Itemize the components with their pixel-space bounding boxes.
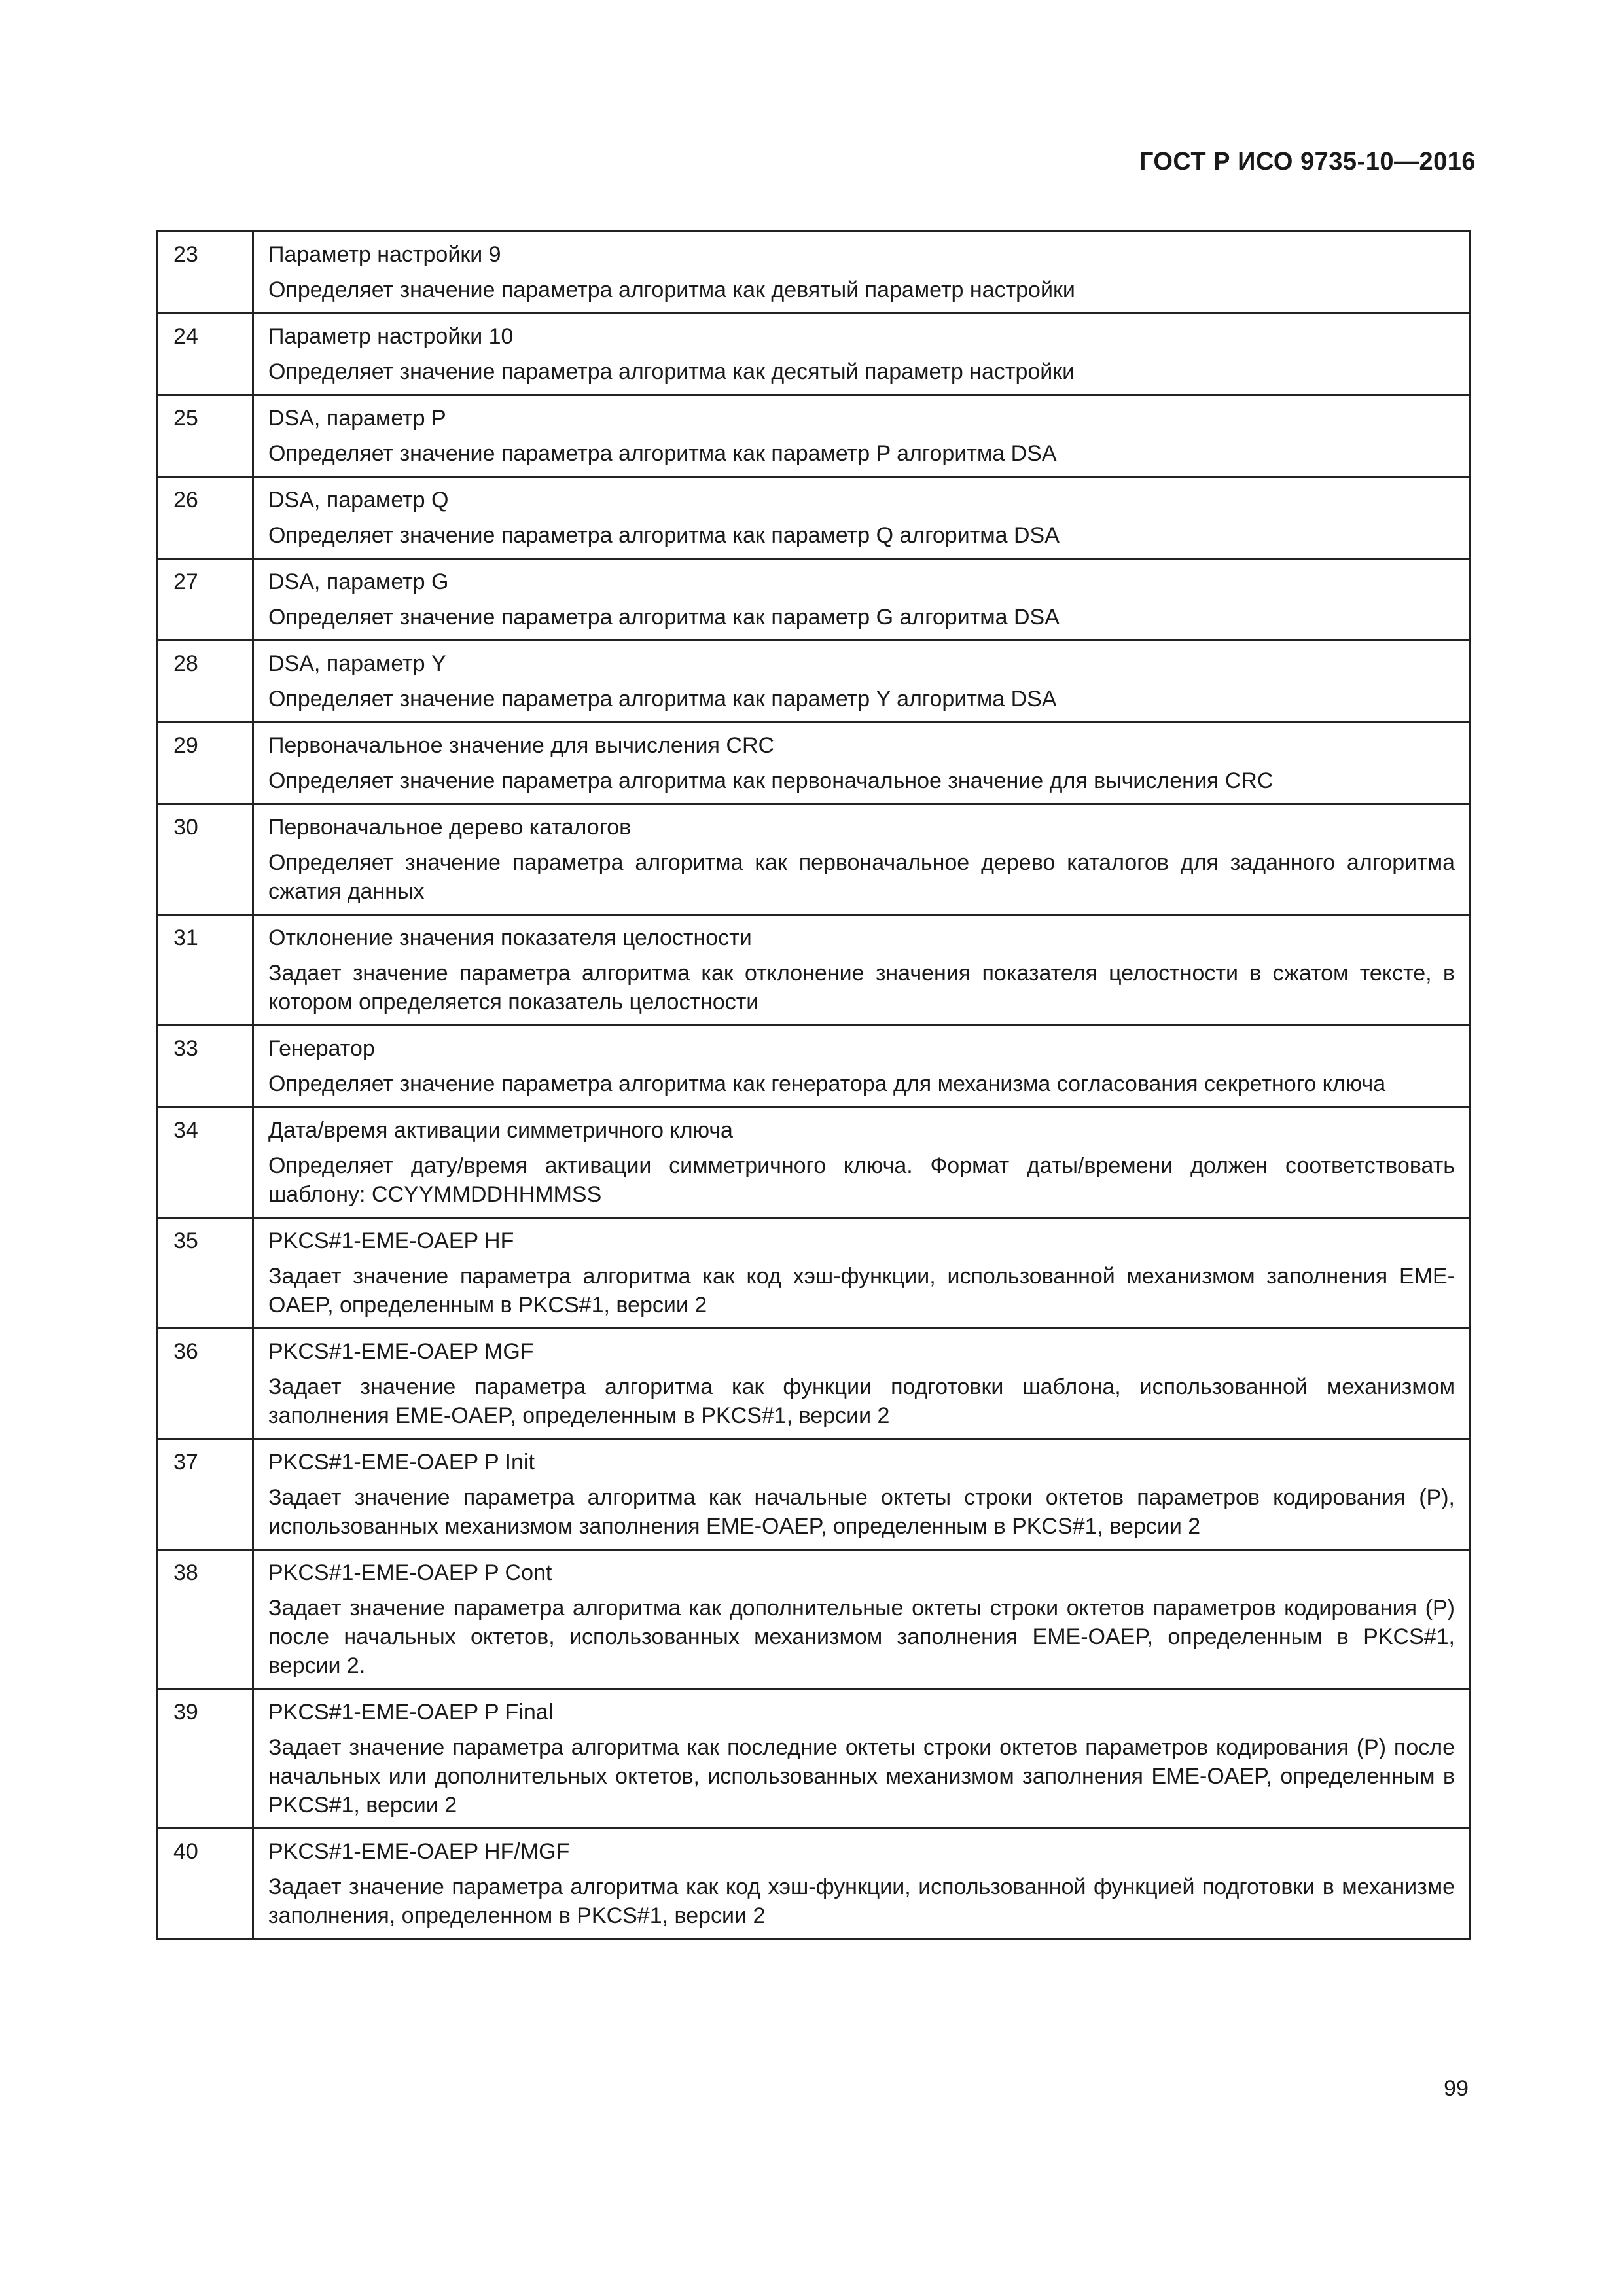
page-header-standard-id: ГОСТ Р ИСО 9735-10—2016 — [1139, 148, 1476, 175]
row-content-cell — [253, 1107, 1471, 1218]
row-content-cell — [253, 1026, 1471, 1107]
row-content-cell — [253, 477, 1471, 559]
parameter-description: Задает значение параметра алгоритма как код хэш-функции, использованной функцией подготовки в механизме заполнения, определенном в PKCS#1, версии 2 — [268, 1874, 1455, 1928]
table-row — [157, 1329, 1471, 1439]
table-row — [157, 559, 1471, 641]
row-number-cell: 38 — [157, 1550, 253, 1689]
table-row — [157, 314, 1471, 395]
row-content-cell — [253, 915, 1471, 1026]
row-number-cell: 34 — [157, 1107, 253, 1218]
row-content-cell — [253, 641, 1471, 723]
parameter-name: Первоначальное значение для вычисления CRC — [268, 733, 775, 758]
row-number-cell: 39 — [157, 1689, 253, 1829]
table-row — [157, 232, 1471, 314]
table-row — [157, 723, 1471, 804]
parameter-name: Параметр настройки 10 — [268, 324, 514, 349]
page-number: 99 — [1444, 2076, 1469, 2101]
table-row — [157, 1689, 1471, 1829]
table-row — [157, 915, 1471, 1026]
parameter-description: Задает значение параметра алгоритма как дополнительные октеты строки октетов параметров кодирования (P) после начальных октетов, использованных механизмом заполнения EME-OAEP, определенным в PKCS#1, версии 2. — [268, 1596, 1455, 1678]
parameter-name: DSA, параметр P — [268, 406, 446, 431]
row-content-cell — [253, 1439, 1471, 1550]
row-number-cell: 23 — [157, 232, 253, 314]
parameter-name: PKCS#1-EME-OAEP P Cont — [268, 1560, 552, 1585]
table-row — [157, 1107, 1471, 1218]
row-content-cell — [253, 1329, 1471, 1439]
row-content-cell — [253, 804, 1471, 915]
parameter-table — [156, 230, 1471, 1940]
table-row — [157, 1829, 1471, 1939]
parameter-description: Задает значение параметра алгоритма как последние октеты строки октетов параметров кодирования (P) после начальных или дополнительных октетов, использованных механизмом заполнения EME-OAEP, определенным в PKCS#1, версии 2 — [268, 1735, 1455, 1818]
row-number-cell: 28 — [157, 641, 253, 723]
table-row — [157, 395, 1471, 477]
row-number-cell: 33 — [157, 1026, 253, 1107]
row-number-cell: 36 — [157, 1329, 253, 1439]
row-content-cell — [253, 1550, 1471, 1689]
parameter-name: PKCS#1-EME-OAEP HF/MGF — [268, 1839, 570, 1864]
parameter-name: Параметр настройки 9 — [268, 242, 501, 267]
table-row — [157, 1550, 1471, 1689]
row-number-cell: 35 — [157, 1218, 253, 1329]
parameter-table-body — [157, 232, 1471, 1939]
row-content-cell — [253, 1218, 1471, 1329]
parameter-description: Определяет значение параметра алгоритма как первоначальное дерево каталогов для заданного алгоритма сжатия данных — [268, 850, 1455, 904]
row-number-cell: 24 — [157, 314, 253, 395]
parameter-description: Задает значение параметра алгоритма как отклонение значения показателя целостности в сжатом тексте, в котором определяется показатель целостности — [268, 961, 1455, 1014]
parameter-name: DSA, параметр G — [268, 569, 449, 594]
parameter-description: Определяет значение параметра алгоритма как генератора для механизма согласования секретного ключа — [268, 1071, 1386, 1096]
table-row — [157, 641, 1471, 723]
row-content-cell — [253, 232, 1471, 314]
parameter-description: Задает значение параметра алгоритма как начальные октеты строки октетов параметров кодирования (P), использованных механизмом заполнения EME-OAEP, определенным в PKCS#1, версии 2 — [268, 1485, 1455, 1539]
row-number-cell: 30 — [157, 804, 253, 915]
parameter-description: Задает значение параметра алгоритма как код хэш-функции, использованной механизмом заполнения EME-OAEP, определенным в PKCS#1, версии 2 — [268, 1264, 1455, 1318]
row-number-cell: 40 — [157, 1829, 253, 1939]
row-content-cell — [253, 1829, 1471, 1939]
row-content-cell — [253, 314, 1471, 395]
row-number-cell: 31 — [157, 915, 253, 1026]
row-number-cell: 25 — [157, 395, 253, 477]
parameter-name: Отклонение значения показателя целостности — [268, 925, 752, 950]
parameter-name: Дата/время активации симметричного ключа — [268, 1118, 733, 1143]
parameter-name: DSA, параметр Y — [268, 651, 446, 676]
table-row — [157, 477, 1471, 559]
parameter-name: PKCS#1-EME-OAEP HF — [268, 1229, 514, 1253]
parameter-description: Определяет значение параметра алгоритма как девятый параметр настройки — [268, 278, 1075, 302]
table-row — [157, 1026, 1471, 1107]
row-number-cell: 29 — [157, 723, 253, 804]
parameter-description: Определяет значение параметра алгоритма как параметр Y алгоритма DSA — [268, 687, 1057, 711]
parameter-description: Определяет значение параметра алгоритма как первоначальное значение для вычисления CRC — [268, 768, 1274, 793]
parameter-description: Определяет дату/время активации симметричного ключа. Формат даты/времени должен соответствовать шаблону: CCYYMMDDHHMMSS — [268, 1153, 1455, 1207]
row-content-cell — [253, 723, 1471, 804]
parameter-name: PKCS#1-EME-OAEP P Init — [268, 1450, 535, 1475]
parameter-name: PKCS#1-EME-OAEP P Final — [268, 1700, 554, 1725]
parameter-name: Первоначальное дерево каталогов — [268, 815, 632, 840]
table-row — [157, 1218, 1471, 1329]
parameter-name: DSA, параметр Q — [268, 488, 449, 512]
parameter-description: Определяет значение параметра алгоритма как десятый параметр настройки — [268, 359, 1075, 384]
row-number-cell: 26 — [157, 477, 253, 559]
parameter-name: Генератор — [268, 1036, 375, 1061]
parameter-description: Определяет значение параметра алгоритма как параметр Q алгоритма DSA — [268, 523, 1060, 548]
parameter-name: PKCS#1-EME-OAEP MGF — [268, 1339, 534, 1364]
row-number-cell: 27 — [157, 559, 253, 641]
table-row — [157, 804, 1471, 915]
parameter-description: Задает значение параметра алгоритма как функции подготовки шаблона, использованной механизмом заполнения EME-OAEP, определенным в PKCS#1, версии 2 — [268, 1374, 1455, 1428]
row-content-cell — [253, 1689, 1471, 1829]
row-content-cell — [253, 395, 1471, 477]
row-number-cell: 37 — [157, 1439, 253, 1550]
table-row — [157, 1439, 1471, 1550]
parameter-description: Определяет значение параметра алгоритма как параметр G алгоритма DSA — [268, 605, 1060, 630]
parameter-description: Определяет значение параметра алгоритма как параметр P алгоритма DSA — [268, 441, 1057, 466]
row-content-cell — [253, 559, 1471, 641]
